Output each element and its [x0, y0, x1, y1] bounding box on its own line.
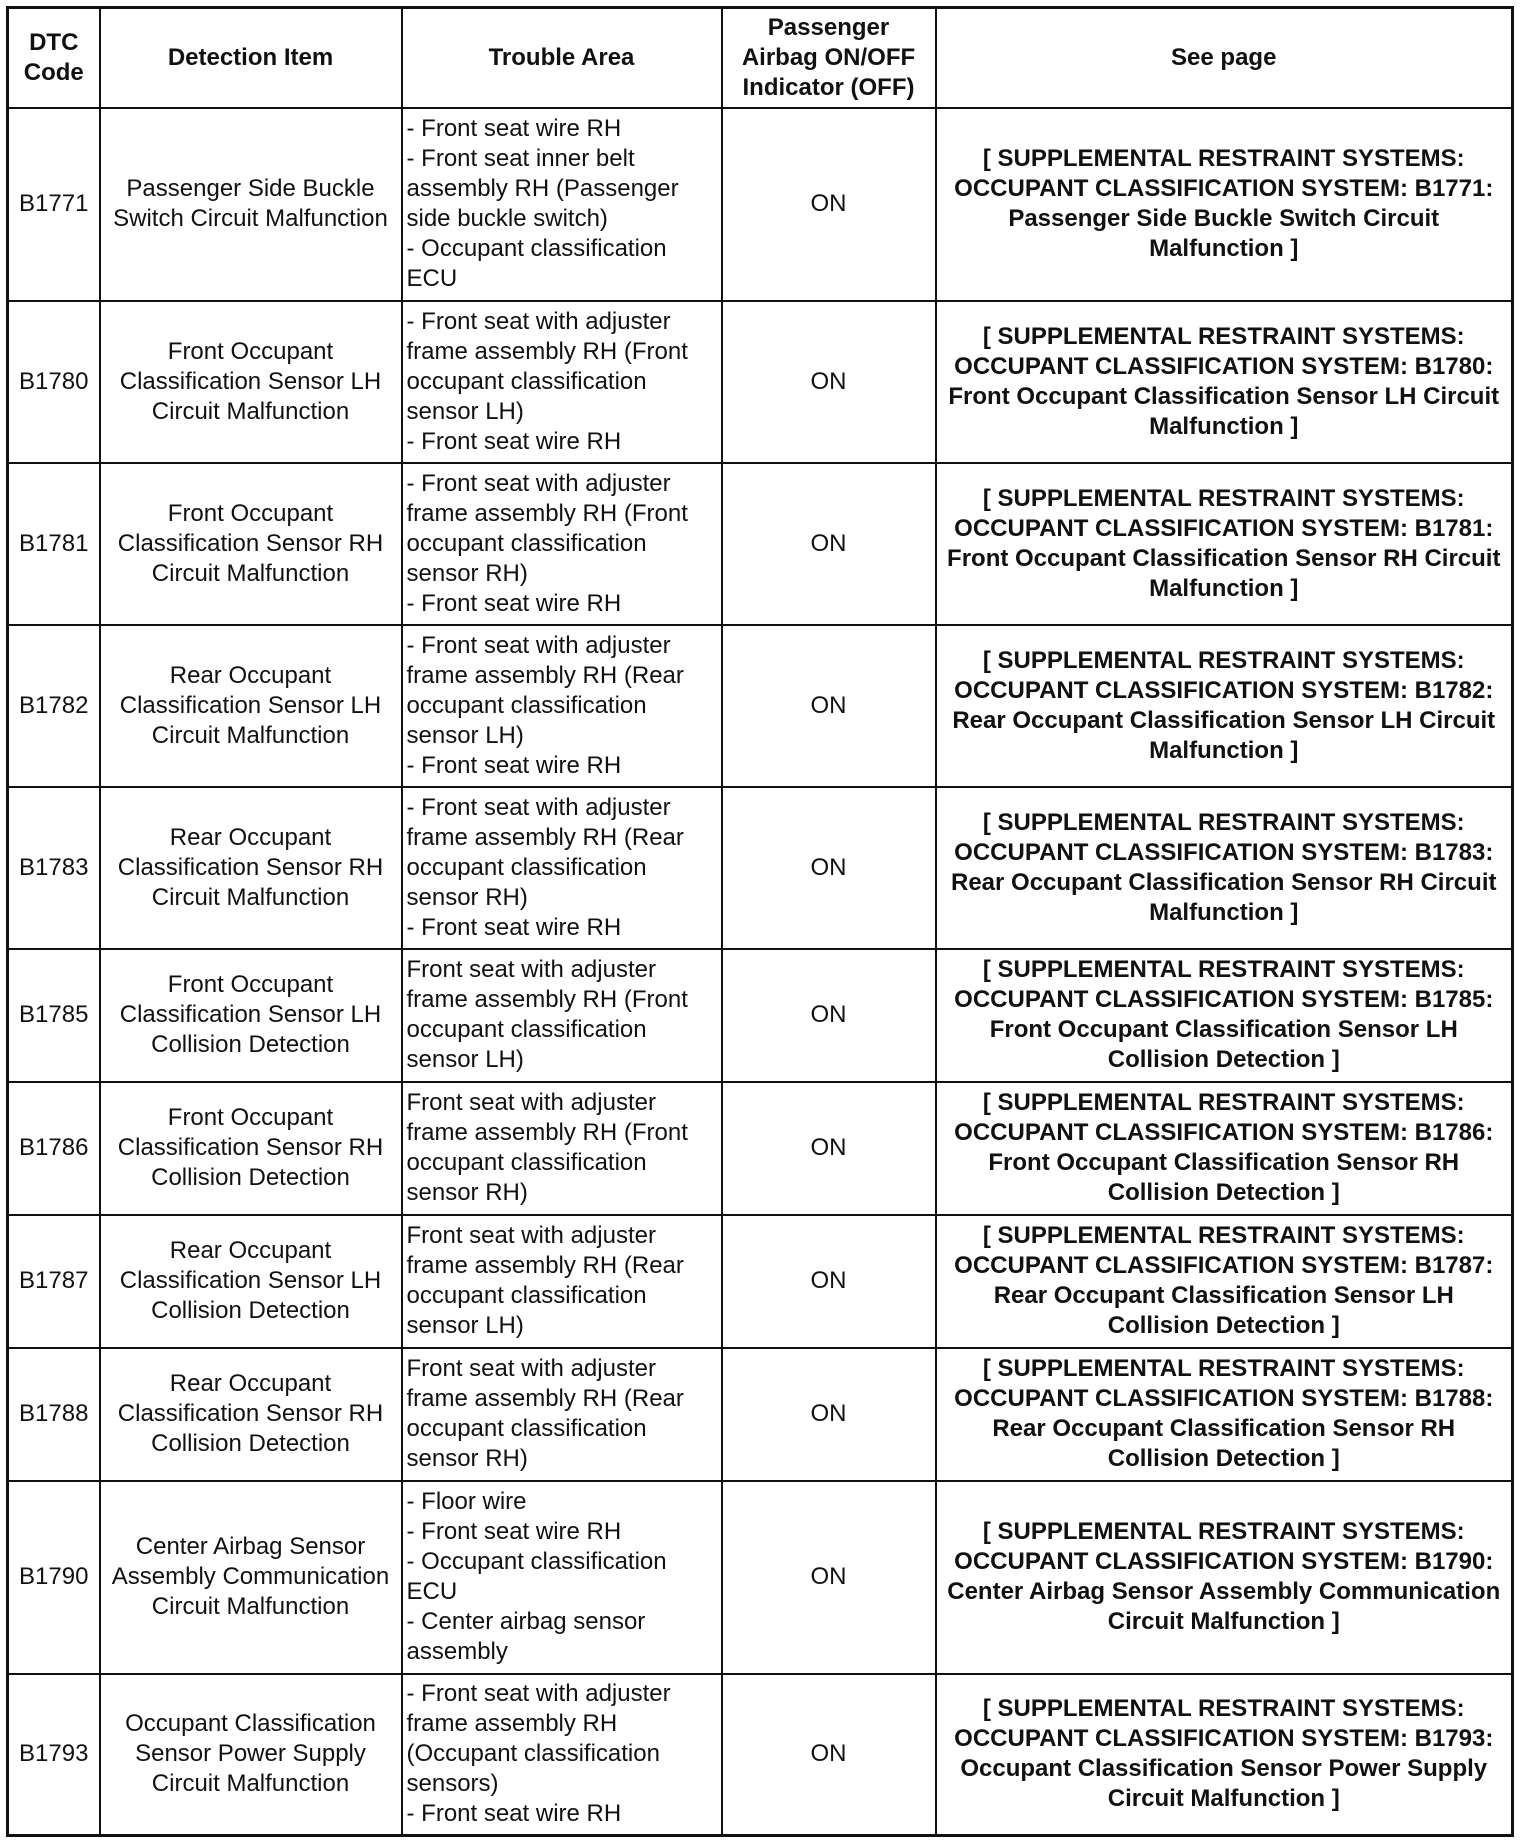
- table-row: [8, 108, 1513, 301]
- detection-item-cell: Rear Occupant Classification Sensor RH Circuit Malfunction: [100, 787, 402, 949]
- table-row: [8, 1481, 1513, 1674]
- trouble-area-cell: [402, 625, 722, 787]
- dtc-code-cell: B1781: [8, 463, 100, 625]
- dtc-code-cell: B1790: [8, 1481, 100, 1674]
- trouble-area-line: - Occupant classification ECU: [406, 235, 667, 292]
- see-page-cell[interactable]: [ SUPPLEMENTAL RESTRAINT SYSTEMS: OCCUPANT CLASSIFICATION SYSTEM: B1780: Front Occupant Classification Sensor LH Circuit Malfunction ]: [936, 301, 1513, 463]
- see-page-cell[interactable]: [ SUPPLEMENTAL RESTRAINT SYSTEMS: OCCUPANT CLASSIFICATION SYSTEM: B1790: Center Airbag Sensor Assembly Communication Circuit Malfunction ]: [936, 1481, 1513, 1674]
- see-page-cell[interactable]: [ SUPPLEMENTAL RESTRAINT SYSTEMS: OCCUPANT CLASSIFICATION SYSTEM: B1771: Passenger Side Buckle Switch Circuit Malfunction ]: [936, 108, 1513, 301]
- header-see-page: See page: [936, 8, 1513, 108]
- header-dtc-code: DTC Code: [8, 8, 100, 108]
- trouble-area-cell: [402, 1215, 722, 1348]
- trouble-area-line: - Front seat wire RH: [406, 115, 622, 142]
- trouble-area-line: Front seat with adjuster frame assembly RH (Front occupant classification sensor LH): [406, 956, 688, 1073]
- trouble-area-line: - Front seat wire RH: [406, 913, 622, 941]
- see-page-cell[interactable]: [ SUPPLEMENTAL RESTRAINT SYSTEMS: OCCUPANT CLASSIFICATION SYSTEM: B1793: Occupant Classification Sensor Power Supply Circuit Malfunction ]: [936, 1674, 1513, 1836]
- trouble-area-cell: [402, 463, 722, 625]
- trouble-area-cell: [402, 108, 722, 301]
- detection-item-cell: Rear Occupant Classification Sensor LH Circuit Malfunction: [100, 625, 402, 787]
- table-row: [8, 463, 1513, 625]
- table-row: [8, 949, 1513, 1082]
- indicator-cell: ON: [722, 1348, 936, 1481]
- see-page-cell[interactable]: [ SUPPLEMENTAL RESTRAINT SYSTEMS: OCCUPANT CLASSIFICATION SYSTEM: B1785: Front Occupant Classification Sensor LH Collision Detection ]: [936, 949, 1513, 1082]
- trouble-area-cell: [402, 949, 722, 1082]
- table-body: [8, 108, 1513, 1836]
- trouble-area-line: - Floor wire: [406, 1488, 527, 1515]
- dtc-code-cell: B1782: [8, 625, 100, 787]
- see-page-cell[interactable]: [ SUPPLEMENTAL RESTRAINT SYSTEMS: OCCUPANT CLASSIFICATION SYSTEM: B1783: Rear Occupant Classification Sensor RH Circuit Malfunction ]: [936, 787, 1513, 949]
- table-row: [8, 1215, 1513, 1348]
- trouble-area-line: - Front seat with adjuster frame assembly RH (Rear occupant classification sensor LH): [406, 631, 684, 749]
- trouble-area-line: - Front seat wire RH: [406, 751, 622, 779]
- detection-item-cell: Front Occupant Classification Sensor LH Circuit Malfunction: [100, 301, 402, 463]
- indicator-cell: ON: [722, 1215, 936, 1348]
- indicator-cell: ON: [722, 1674, 936, 1836]
- header-trouble-area: Trouble Area: [402, 8, 722, 108]
- trouble-area-line: - Occupant classification ECU: [406, 1548, 667, 1605]
- detection-item-cell: Front Occupant Classification Sensor RH Circuit Malfunction: [100, 463, 402, 625]
- see-page-cell[interactable]: [ SUPPLEMENTAL RESTRAINT SYSTEMS: OCCUPANT CLASSIFICATION SYSTEM: B1782: Rear Occupant Classification Sensor LH Circuit Malfunction ]: [936, 625, 1513, 787]
- trouble-area-line: - Front seat wire RH: [406, 589, 622, 617]
- trouble-area-cell: [402, 1082, 722, 1215]
- trouble-area-cell: [402, 301, 722, 463]
- table-row: [8, 1082, 1513, 1215]
- indicator-cell: ON: [722, 787, 936, 949]
- trouble-area-cell: [402, 1348, 722, 1481]
- trouble-area-line: - Front seat with adjuster frame assembly RH (Front occupant classification sensor RH): [406, 469, 688, 587]
- trouble-area-cell: [402, 787, 722, 949]
- trouble-area-cell: [402, 1674, 722, 1836]
- trouble-area-line: Front seat with adjuster frame assembly RH (Front occupant classification sensor RH): [406, 1089, 688, 1206]
- trouble-area-line: Front seat with adjuster frame assembly RH (Rear occupant classification sensor LH): [406, 1222, 684, 1339]
- indicator-cell: ON: [722, 1082, 936, 1215]
- indicator-cell: ON: [722, 463, 936, 625]
- detection-item-cell: Rear Occupant Classification Sensor LH Collision Detection: [100, 1215, 402, 1348]
- trouble-area-line: - Center airbag sensor assembly: [406, 1608, 646, 1665]
- dtc-code-cell: B1780: [8, 301, 100, 463]
- indicator-cell: ON: [722, 301, 936, 463]
- dtc-code-cell: B1785: [8, 949, 100, 1082]
- dtc-code-cell: B1786: [8, 1082, 100, 1215]
- dtc-code-cell: B1771: [8, 108, 100, 301]
- detection-item-cell: Front Occupant Classification Sensor LH Collision Detection: [100, 949, 402, 1082]
- dtc-table: [6, 6, 1514, 1837]
- dtc-code-cell: B1787: [8, 1215, 100, 1348]
- dtc-code-cell: B1793: [8, 1674, 100, 1836]
- header-detection-item: Detection Item: [100, 8, 402, 108]
- header-indicator: Passenger Airbag ON/OFF Indicator (OFF): [722, 8, 936, 108]
- detection-item-cell: Passenger Side Buckle Switch Circuit Malfunction: [100, 108, 402, 301]
- detection-item-cell: Center Airbag Sensor Assembly Communication Circuit Malfunction: [100, 1481, 402, 1674]
- trouble-area-line: - Front seat with adjuster frame assembly RH (Occupant classification sensors): [406, 1680, 671, 1798]
- see-page-cell[interactable]: [ SUPPLEMENTAL RESTRAINT SYSTEMS: OCCUPANT CLASSIFICATION SYSTEM: B1787: Rear Occupant Classification Sensor LH Collision Detection ]: [936, 1215, 1513, 1348]
- table-row: [8, 787, 1513, 949]
- table-row: [8, 625, 1513, 787]
- detection-item-cell: Front Occupant Classification Sensor RH Collision Detection: [100, 1082, 402, 1215]
- detection-item-cell: Occupant Classification Sensor Power Supply Circuit Malfunction: [100, 1674, 402, 1836]
- indicator-cell: ON: [722, 1481, 936, 1674]
- trouble-area-line: - Front seat wire RH: [406, 1800, 622, 1828]
- see-page-cell[interactable]: [ SUPPLEMENTAL RESTRAINT SYSTEMS: OCCUPANT CLASSIFICATION SYSTEM: B1786: Front Occupant Classification Sensor RH Collision Detection ]: [936, 1082, 1513, 1215]
- table-row: [8, 1674, 1513, 1836]
- trouble-area-line: - Front seat with adjuster frame assembly RH (Rear occupant classification sensor RH): [406, 793, 684, 911]
- trouble-area-line: - Front seat with adjuster frame assembly RH (Front occupant classification sensor LH): [406, 307, 688, 425]
- trouble-area-line: - Front seat inner belt assembly RH (Passenger side buckle switch): [406, 145, 679, 232]
- dtc-code-cell: B1788: [8, 1348, 100, 1481]
- indicator-cell: ON: [722, 625, 936, 787]
- see-page-cell[interactable]: [ SUPPLEMENTAL RESTRAINT SYSTEMS: OCCUPANT CLASSIFICATION SYSTEM: B1788: Rear Occupant Classification Sensor RH Collision Detection ]: [936, 1348, 1513, 1481]
- see-page-cell[interactable]: [ SUPPLEMENTAL RESTRAINT SYSTEMS: OCCUPANT CLASSIFICATION SYSTEM: B1781: Front Occupant Classification Sensor RH Circuit Malfunction ]: [936, 463, 1513, 625]
- detection-item-cell: Rear Occupant Classification Sensor RH Collision Detection: [100, 1348, 402, 1481]
- trouble-area-line: Front seat with adjuster frame assembly RH (Rear occupant classification sensor RH): [406, 1355, 684, 1472]
- trouble-area-line: - Front seat wire RH: [406, 427, 622, 455]
- table-row: [8, 301, 1513, 463]
- trouble-area-line: - Front seat wire RH: [406, 1518, 622, 1545]
- indicator-cell: ON: [722, 108, 936, 301]
- indicator-cell: ON: [722, 949, 936, 1082]
- trouble-area-cell: [402, 1481, 722, 1674]
- table-row: [8, 1348, 1513, 1481]
- dtc-code-cell: B1783: [8, 787, 100, 949]
- table-header-row: [8, 8, 1513, 108]
